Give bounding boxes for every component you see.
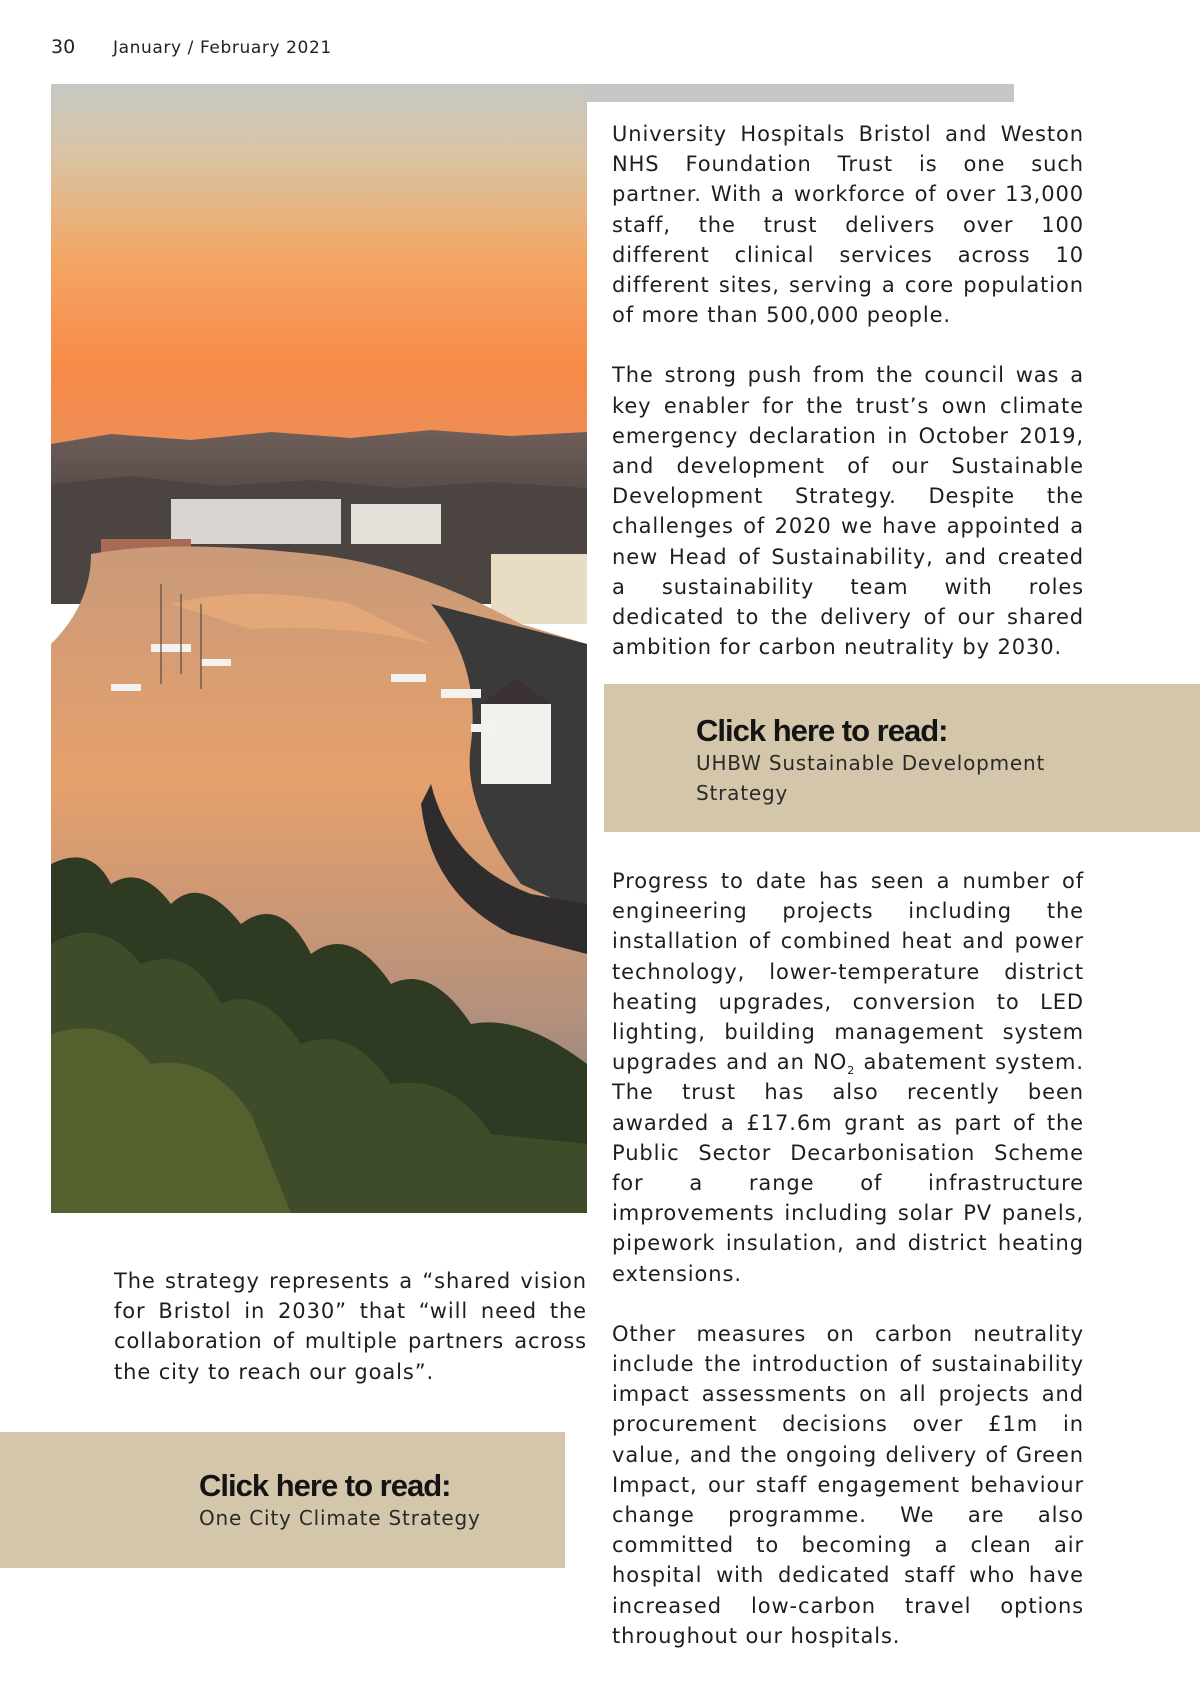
cta-heading: Click here to read:	[199, 1468, 451, 1503]
paragraph-strategy-vision: The strategy represents a “shared vision for Bristol in 2030” that “will need the collaboration of multiple partners across the city to reach our goals”.	[114, 1269, 587, 1384]
paragraph-other-measures: Other measures on carbon neutrality include the introduction of sustainability impact assessments on all projects and procurement decisions over £1m in value, and the ongoing delivery of Green Impact, our staff engagement behaviour change programme. We are also committed to becoming a clean air hospital with dedicated staff who have increased low-carbon travel options throughout our hospitals.	[612, 1321, 1084, 1648]
paragraph-progress	[612, 866, 1084, 1289]
uhbw-strategy-link-box[interactable]	[604, 684, 1200, 832]
progress-text-part-2: abatement system. The trust has also recently been awarded a £17.6m grant as part of the Public Sector Decarbonisation Scheme for a range of infrastructure improvements including solar PV panels, pipework insulation, and district heating extensions.	[612, 1050, 1084, 1286]
right-column-top	[612, 119, 1084, 662]
issue-date: January / February 2021	[113, 38, 332, 58]
right-column-bottom	[612, 866, 1084, 1651]
paragraph-council-push: The strong push from the council was a key enabler for the trust’s own climate emergency declaration in October 2019, and development of our Sustainable Development Strategy. Despite the challenges of 2020 we have appointed a new Head of Sustainability, and created a sustainability team with roles dedicated to the delivery of our shared ambition for carbon neutrality by 2030.	[612, 363, 1084, 660]
bristol-harbour-photo	[51, 84, 587, 1213]
cta-heading: Click here to read:	[696, 713, 948, 748]
left-column	[114, 1266, 587, 1387]
paragraph-uhbw-partner: University Hospitals Bristol and Weston NHS Foundation Trust is one such partner. With a workforce of over 13,000 staff, the trust delivers over 100 different clinical services across 10 different sites, serving a core population of more than 500,000 people.	[612, 122, 1084, 328]
one-city-strategy-link-box[interactable]	[0, 1432, 565, 1568]
progress-text-part-1: Progress to date has seen a number of engineering projects including the installation of combined heat and power technology, lower-temperature district heating upgrades, conversion to LED lighting, building management system upgrades and an NO	[612, 869, 1084, 1075]
uhbw-strategy-link[interactable]: UHBW Sustainable Development Strategy	[696, 751, 1046, 805]
harbour-sunset-image	[51, 84, 587, 1213]
one-city-strategy-link[interactable]: One City Climate Strategy	[199, 1506, 481, 1530]
page-number: 30	[51, 36, 76, 58]
no2-subscript: 2	[847, 1064, 856, 1078]
